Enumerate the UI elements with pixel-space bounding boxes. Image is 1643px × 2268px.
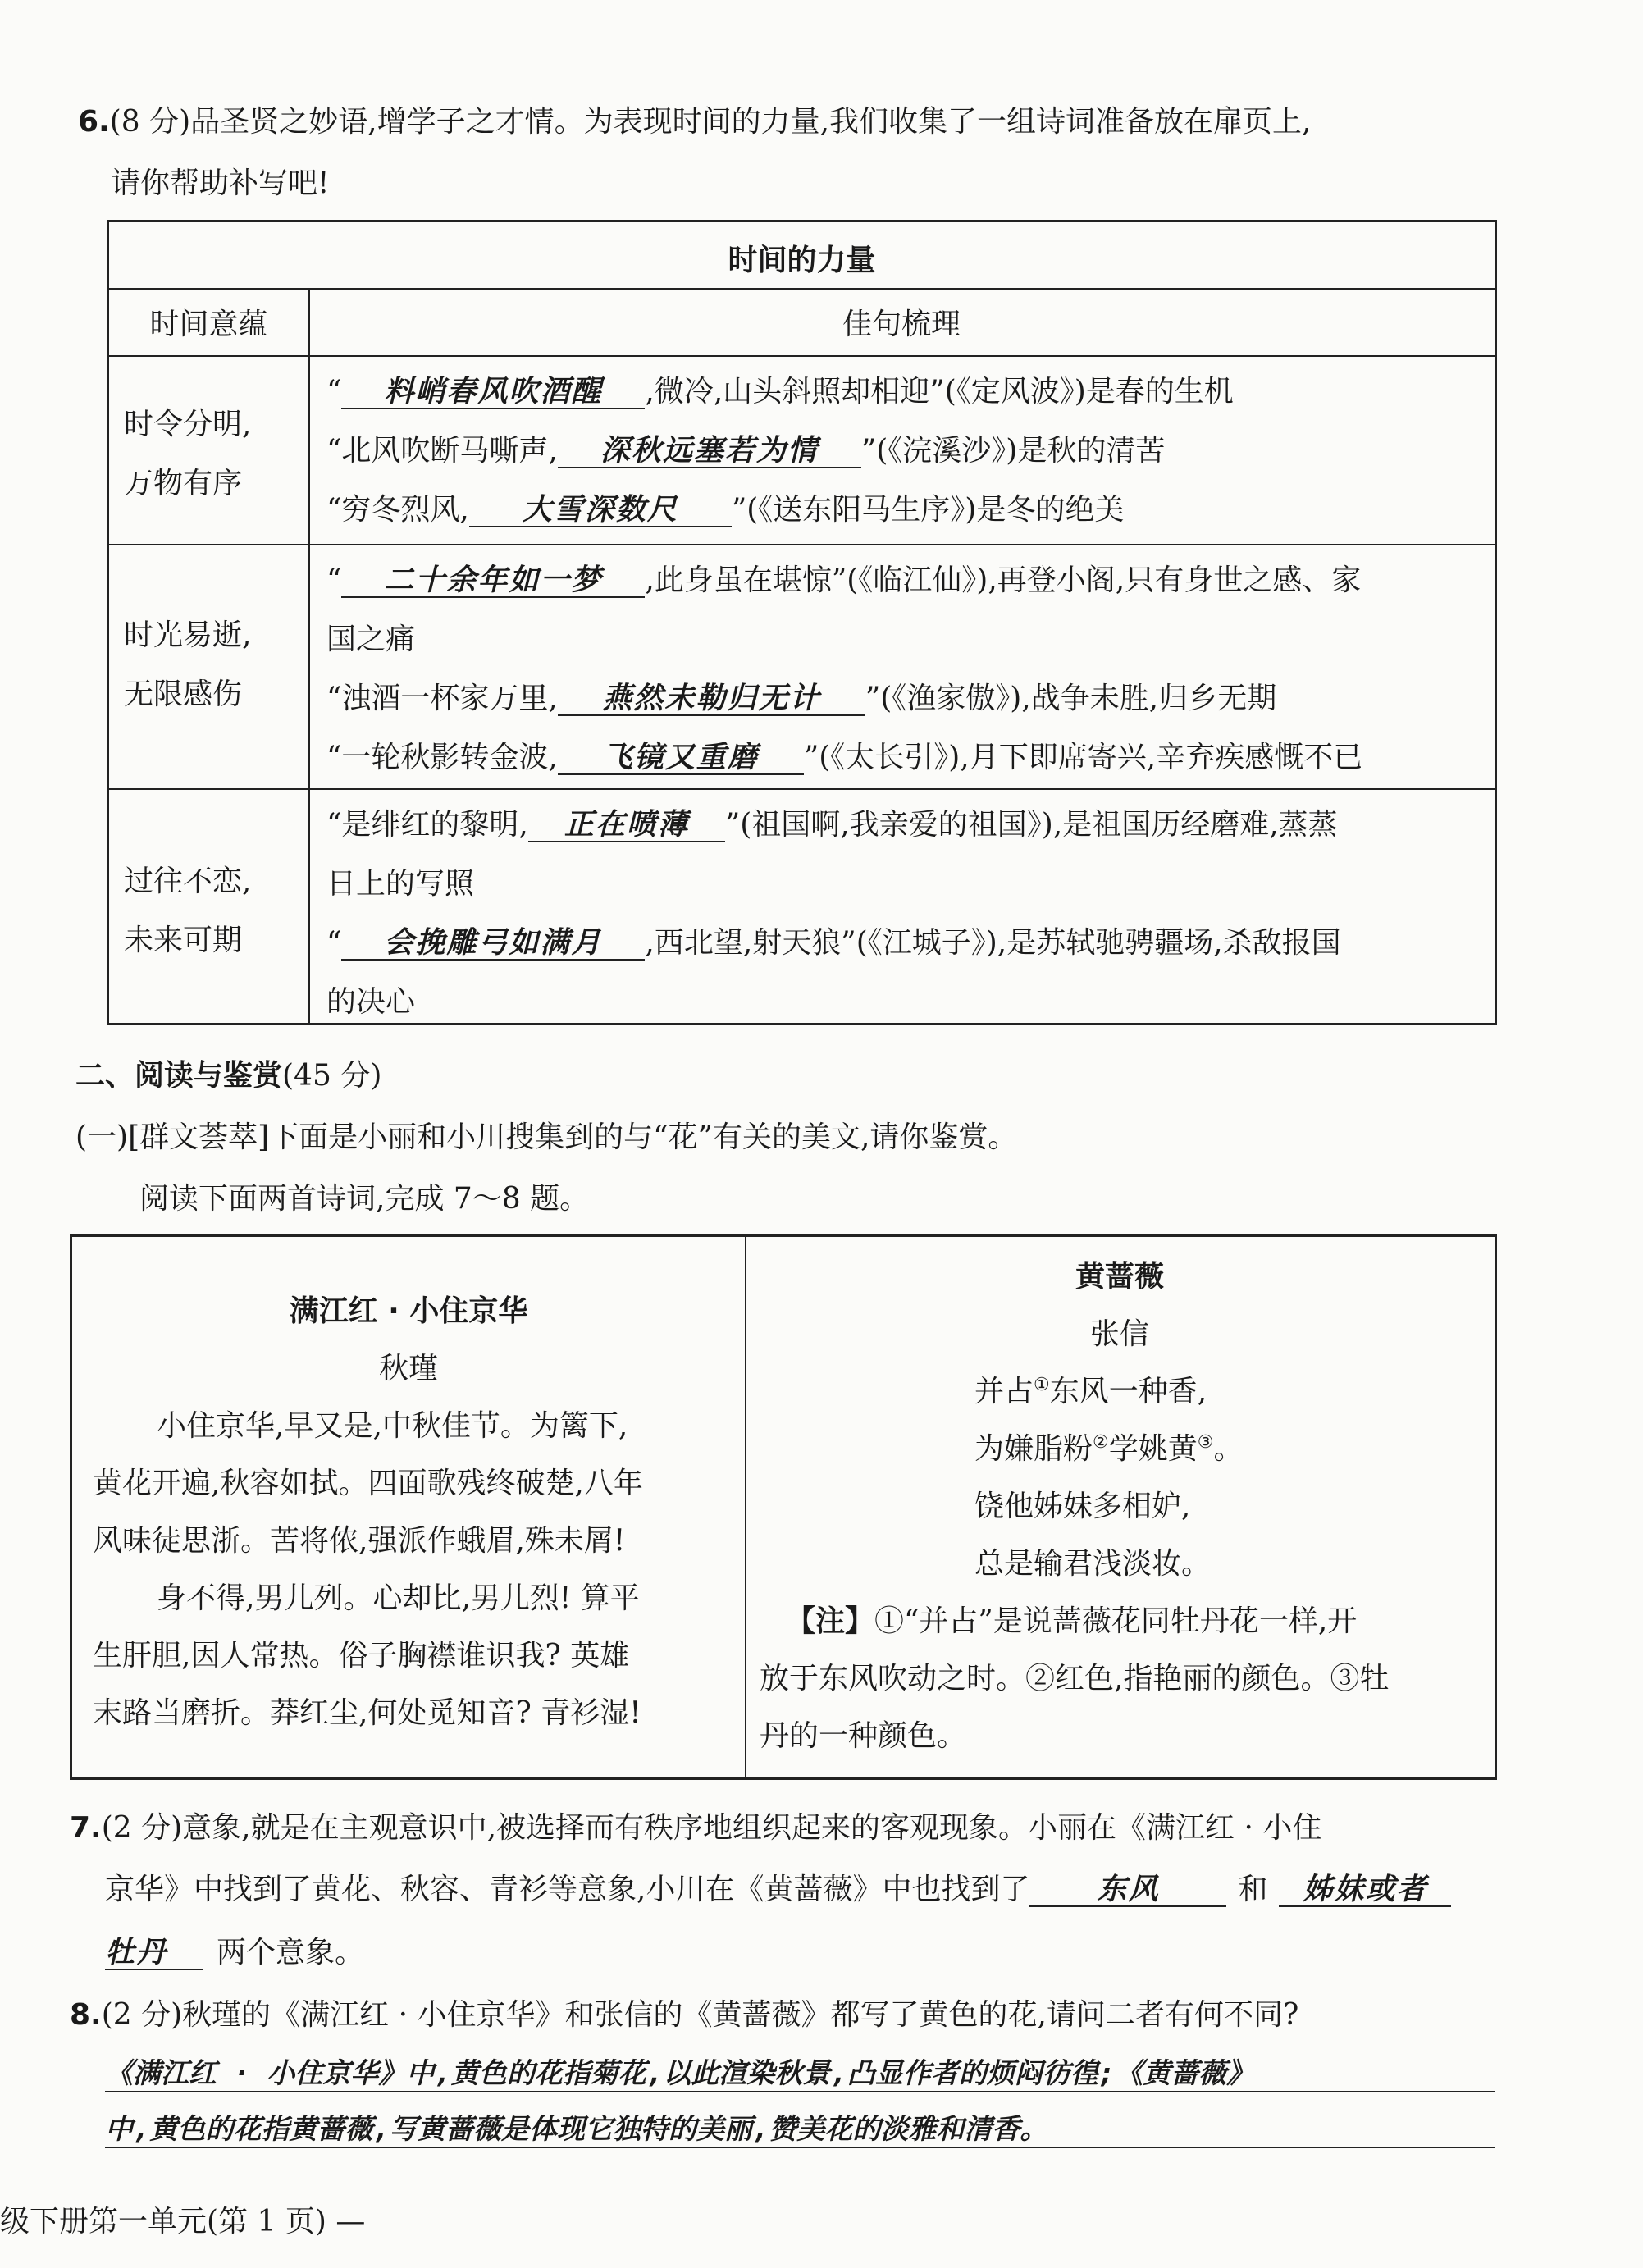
row2-line2: 国之痛 <box>326 623 416 656</box>
poem2-line1: 并占①东风一种香, <box>974 1375 1207 1408</box>
answer-blank[interactable]: 二十余年如一梦 <box>341 565 645 598</box>
poem2-note3: 丹的一种颜色。 <box>760 1719 967 1753</box>
time-power-table <box>107 220 1497 1025</box>
row1-line2: “北风吹断马嘶声, 深秋远塞若为情 ”(《浣溪沙》)是秋的清苦 <box>326 434 1166 468</box>
row3-line2: 日上的写照 <box>326 867 475 901</box>
table-title: 时间的力量 <box>728 244 876 277</box>
answer-blank[interactable]: 牡丹 <box>105 1937 203 1970</box>
poem1-line: 小住京华,早又是,中秋佳节。为篱下, <box>157 1409 628 1443</box>
q8-answer-line2[interactable]: 中,黄色的花指黄蔷薇,写黄蔷薇是体现它独特的美丽,赞美花的淡雅和清香。 <box>105 2106 1495 2148</box>
q6-line2: 请你帮助补写吧! <box>111 167 330 200</box>
section2-instruction: 阅读下面两首诗词,完成 7～8 题。 <box>139 1182 590 1216</box>
poem2-note1: 【注】①“并占”是说蔷薇花同牡丹花一样,开 <box>786 1604 1358 1638</box>
row3-label-a: 过往不恋, <box>124 865 252 898</box>
poem2-line3: 饶他姊妹多相妒, <box>974 1490 1191 1523</box>
page-footer: 级下册第一单元(第 1 页) — <box>0 2205 366 2238</box>
poem2-title: 黄蔷薇 <box>1075 1260 1164 1294</box>
poem1-line: 黄花开遍,秋容如拭。四面歌残终破楚,八年 <box>93 1467 643 1500</box>
q6-line1: 6.(8 分)品圣贤之妙语,增学子之才情。为表现时间的力量,我们收集了一组诗词准备放在扉页上, <box>78 105 1312 139</box>
row1-line3: “穷冬烈风, 大雪深数尺 ”(《送东阳马生序》)是冬的绝美 <box>326 493 1125 527</box>
answer-blank[interactable]: 东风 <box>1029 1874 1226 1907</box>
row2-label-a: 时光易逝, <box>124 618 252 652</box>
poem2-line4: 总是输君浅淡妆。 <box>974 1547 1212 1581</box>
poem1-line: 末路当磨折。莽红尘,何处觅知音? 青衫湿! <box>93 1696 641 1730</box>
row3-label-b: 未来可期 <box>124 924 243 957</box>
answer-blank[interactable]: 料峭春风吹酒醒 <box>341 376 645 409</box>
section2-sub1: (一)[群文荟萃]下面是小丽和小川搜集到的与“花”有关的美文,请你鉴赏。 <box>75 1120 1018 1154</box>
col-header-verses: 佳句梳理 <box>842 308 961 341</box>
row1-line1: “ 料峭春风吹酒醒 ,微冷,山头斜照却相迎”(《定风波》)是春的生机 <box>326 375 1234 408</box>
answer-blank[interactable]: 飞镜又重磨 <box>558 742 804 775</box>
poem2-author: 张信 <box>1089 1317 1149 1351</box>
q7-line1: 7.(2 分)意象,就是在主观意识中,被选择而有秩序地组织起来的客观现象。小丽在《满江红 · 小住 <box>70 1811 1322 1845</box>
col-header-meaning: 时间意蕴 <box>149 308 268 341</box>
poem1-line: 身不得,男儿列。心却比,男儿烈! 算平 <box>157 1581 640 1615</box>
poem-box <box>70 1234 1497 1780</box>
row3-line3: “ 会挽雕弓如满月 ,西北望,射天狼”(《江城子》),是苏轼驰骋疆场,杀敌报国 <box>326 926 1341 960</box>
row3-line1: “是绯红的黎明, 正在喷薄 ”(祖国啊,我亲爱的祖国》),是祖国历经磨难,蒸蒸 <box>326 808 1338 842</box>
q8-answer-line1[interactable]: 《满江红 · 小住京华》中,黄色的花指菊花,以此渲染秋景,凸显作者的烦闷彷徨;《黄蔷薇》 <box>105 2051 1495 2092</box>
answer-blank[interactable]: 燕然未勒归无计 <box>558 683 865 716</box>
poem1-title: 满江红 · 小住京华 <box>289 1294 528 1328</box>
row2-line4: “一轮秋影转金波, 飞镜又重磨 ”(《太长引》),月下即席寄兴,辛弃疾感慨不已 <box>326 741 1363 774</box>
poem1-line: 风味徒思浙。苦将侬,强派作蛾眉,殊未屑! <box>93 1524 626 1558</box>
row2-line3: “浊酒一杯家万里, 燕然未勒归无计 ”(《渔家傲》),战争未胜,归乡无期 <box>326 682 1277 715</box>
answer-blank[interactable]: 大雪深数尺 <box>469 495 732 527</box>
poem2-note2: 放于东风吹动之时。②红色,指艳丽的颜色。③牡 <box>760 1662 1390 1695</box>
answer-blank[interactable]: 姊妹或者 <box>1279 1874 1451 1907</box>
section2-heading: 二、阅读与鉴赏(45 分) <box>75 1059 382 1093</box>
row1-label-b: 万物有序 <box>124 467 243 500</box>
q7-line2: 京华》中找到了黄花、秋容、青衫等意象,小川在《黄蔷薇》中也找到了 东风 和 姊妹或者 <box>105 1866 1451 1908</box>
row2-label-b: 无限感伤 <box>124 678 243 711</box>
poem1-line: 生肝胆,因人常热。俗子胸襟谁识我? 英雄 <box>93 1639 630 1672</box>
answer-blank[interactable]: 会挽雕弓如满月 <box>341 928 645 961</box>
row3-line4: 的决心 <box>326 985 416 1019</box>
poem2-line2: 为嫌脂粉②学姚黄③。 <box>974 1432 1244 1466</box>
row1-label-a: 时令分明, <box>124 408 252 441</box>
q6-number: 6. <box>78 105 110 139</box>
answer-blank[interactable]: 正在喷薄 <box>528 810 725 842</box>
answer-blank[interactable]: 深秋远塞若为情 <box>558 436 861 468</box>
row2-line1: “ 二十余年如一梦 ,此身虽在堪惊”(《临江仙》),再登小阁,只有身世之感、家 <box>326 564 1362 597</box>
poem1-author: 秋瑾 <box>378 1352 438 1385</box>
q8-line1: 8.(2 分)秋瑾的《满江红 · 小住京华》和张信的《黄蔷薇》都写了黄色的花,请问二者有何不同? <box>70 1998 1299 2032</box>
q7-line3: 牡丹 两个意象。 <box>105 1936 365 1969</box>
